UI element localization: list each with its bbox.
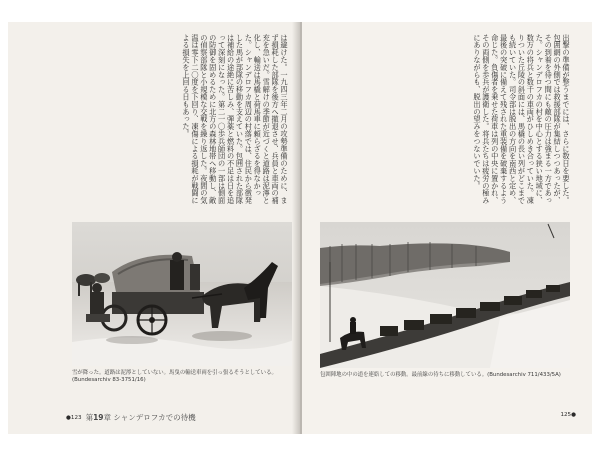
sled-column-photo xyxy=(320,222,570,368)
horse-cart-photo-image xyxy=(72,222,294,366)
left-page xyxy=(8,22,298,434)
chapter-suffix: 章 xyxy=(103,413,111,422)
chapter-number: 19 xyxy=(93,413,104,422)
chapter-heading xyxy=(86,412,196,423)
left-folio xyxy=(66,412,196,423)
right-page-number: 125● xyxy=(560,412,576,418)
right-photo-caption: 包囲陣地の中の道を連絡しての移動。最前線の待ちに移動している。(Bundesarchiv 711/433/5A) xyxy=(320,372,561,378)
right-folio xyxy=(560,412,576,418)
chapter-label: 第 xyxy=(85,413,94,422)
horse-cart-photo xyxy=(72,222,294,366)
left-body-text: は避けた。一九四三年二月の攻勢準備のために、まず損耗した部隊を後方へ撤退させ、兵員と車両の補充を急いだ。雪解けの季節が近づくと道路は泥濘と化し、輸送は馬橇と荷馬車に頼らざるを得なかった。シャンデロフカ周辺の村落では、住民から徴発した馬が部隊の移動を支えていた。包囲された部隊は補給の途絶に苦しみ、弾薬と燃料の不足は日を追って深刻になった。第二一〇歩兵師団の一部は側面の防御を固めるために北方の森林地帯へ移動し、敵の偵察部隊と小規模な交戦を繰り返した。夜間の気温は零下二〇度を下回り、凍傷による損耗が戦闘による損失を上回る日もあった。 xyxy=(182,34,289,205)
sled-column-photo-image xyxy=(320,222,570,368)
left-page-number: ●123 xyxy=(66,414,82,421)
book-spread xyxy=(8,22,592,434)
right-body-text: 出撃の準備が整うまでには、さらに数日を要した。包囲網の外側では救援部隊が集結しつつあったが、その到着を待つ間にも敵の圧力は強まる一方であった。シャンデロフカの村を中心とする狭い地域に、数万の将兵と数千の車両がひしめき合っていた。凍りついた丘陵の斜面には、馬橇の長い列がどこまでも続いていた。司令部は脱出の方向を南西と定め、最後の突破に備えて残された重装備を破棄するよう命じた。負傷者を乗せた荷車は列の中央に置かれ、その両側を歩兵が護衛した。将兵たちは疲労の極みにありながらも、脱出の望みをつないでいた。 xyxy=(472,34,571,205)
left-photo-caption: 雪が降った。道路は泥濘としていない。馬曳の輸送車両を引っ張るそうとしている。(Bundesarchiv 83-3751/16) xyxy=(72,370,277,383)
right-page xyxy=(302,22,592,434)
chapter-title: シャンデロフカでの待機 xyxy=(113,413,196,422)
